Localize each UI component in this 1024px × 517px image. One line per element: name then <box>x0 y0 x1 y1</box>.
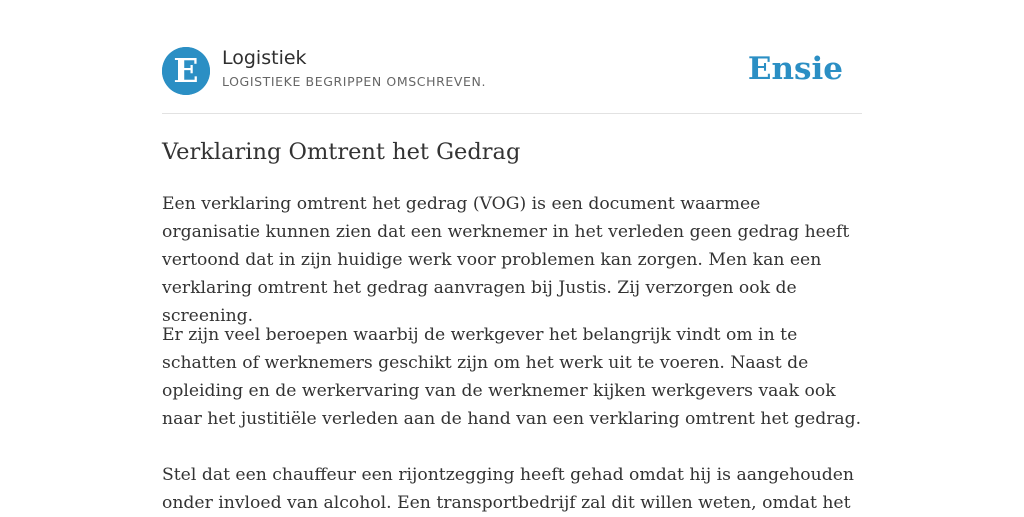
site-header <box>162 0 862 114</box>
article-title: Verklaring Omtrent het Gedrag <box>162 139 521 165</box>
logo-e-glyph <box>162 47 210 95</box>
article-paragraph: Er zijn veel beroepen waarbij de werkgever het belangrijk vindt om in te schatten of werknemers geschikt zijn om het werk uit te voeren. Naast de opleiding en de werkervaring van de werknemer kijken werkgevers vaak ook naar het justitiële verleden aan de hand van een verklaring omtrent het gedrag. <box>162 325 862 429</box>
svg-text:E: E <box>173 51 199 90</box>
article-paragraph: Een verklaring omtrent het gedrag (VOG) is een document waarmee organisatie kunnen zien dat een werknemer in het verleden geen gedrag heeft vertoond dat in zijn huidige werk voor problemen kan zorgen. Men kan een verklaring omtrent het gedrag aanvragen bij Justis. Zij verzorgen ook de screening. <box>162 194 850 326</box>
page-container <box>162 0 862 513</box>
site-logo-icon[interactable] <box>162 47 210 95</box>
article-paragraph: Stel dat een chauffeur een rijontzegging heeft gehad omdat hij is aangehouden onder invloed van alcohol. Een transportbedrijf zal dit willen weten, omdat het <box>162 465 854 513</box>
ensie-brand-link[interactable]: Ensie <box>747 51 843 87</box>
site-name-link[interactable]: Logistiek <box>222 47 307 69</box>
site-tagline: LOGISTIEKE BEGRIPPEN OMSCHREVEN. <box>222 74 487 89</box>
